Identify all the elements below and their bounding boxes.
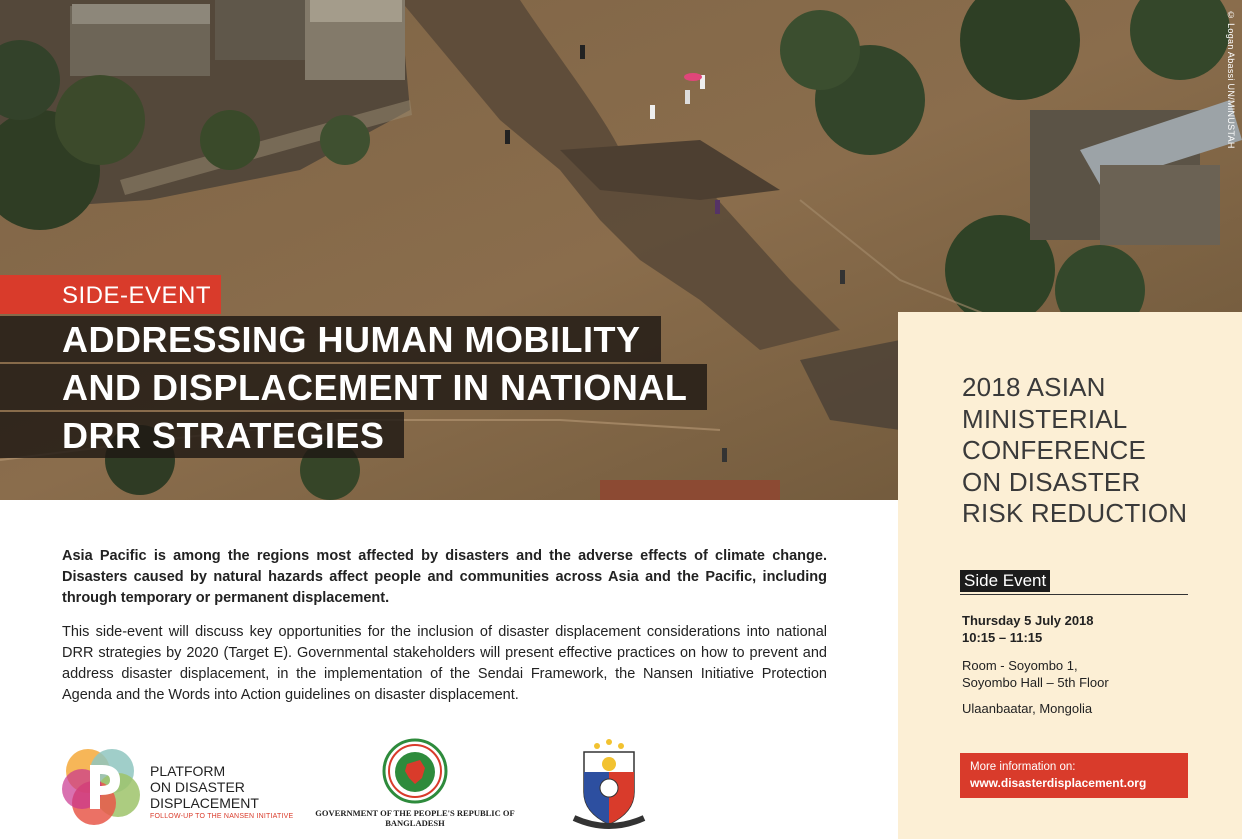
event-title-line: ADDRESSING HUMAN MOBILITY xyxy=(0,316,661,362)
conference-title-line: CONFERENCE xyxy=(962,435,1147,465)
event-room xyxy=(962,657,1109,691)
more-info-link[interactable]: www.disasterdisplacement.org xyxy=(970,776,1147,790)
philippines-seal-logo xyxy=(564,736,654,832)
bangladesh-government-logo xyxy=(310,738,520,834)
event-title xyxy=(0,316,707,460)
pdd-flower-icon xyxy=(60,745,142,827)
pdd-subtitle: FOLLOW-UP TO THE NANSEN INITIATIVE xyxy=(150,813,294,820)
side-event-label: Side Event xyxy=(960,570,1050,592)
conference-title-line: 2018 ASIAN xyxy=(962,372,1106,402)
conference-title-line: ON DISASTER xyxy=(962,466,1141,497)
conference-title xyxy=(962,372,1222,530)
conference-title-line: MINISTERIAL xyxy=(962,403,1128,434)
bangladesh-government-name xyxy=(310,808,520,828)
pdd-name-line: DISPLACEMENT xyxy=(150,795,259,811)
more-info-box[interactable] xyxy=(960,753,1188,798)
bangladesh-name-line: GOVERNMENT OF THE PEOPLE'S REPUBLIC OF xyxy=(315,808,515,818)
event-time: 10:15 – 11:15 xyxy=(962,630,1043,645)
side-event-tag: SIDE-EVENT xyxy=(0,275,221,314)
event-room-line: Soyombo Hall – 5th Floor xyxy=(962,675,1109,690)
photo-credit: © Logan Abassi UN/MINUSTAH xyxy=(1226,10,1236,149)
more-info-label: More information on: xyxy=(970,761,1076,773)
event-city: Ulaanbaatar, Mongolia xyxy=(962,701,1093,716)
pdd-name-line: ON DISASTER xyxy=(150,779,245,795)
pdd-logo xyxy=(60,745,294,827)
intro-paragraph: Asia Pacific is among the regions most affected by disasters and the adverse effects of climate change. Disasters caused by natural hazards affect people and communities across Asia and the Pacific, including through temporary or permanent displacement. xyxy=(62,548,827,606)
side-event-heading xyxy=(960,570,1188,595)
philippines-coat-of-arms-icon xyxy=(564,736,654,832)
description-paragraph: This side-event will discuss key opportunities for the inclusion of disaster displacement considerations into national DRR strategies by 2020 (Target E). Governmental stakeholders will present effective practices on how to prevent and address disaster displacement, in the implementation of the Sendai Framework, the Nansen Initiative Protection Agenda and the Words into Action guidelines on disaster displacement. xyxy=(62,624,827,703)
bangladesh-name-line: BANGLADESH xyxy=(385,818,445,828)
pdd-name-line: PLATFORM xyxy=(150,763,226,779)
event-room-line: Room - Soyombo 1, xyxy=(962,658,1078,673)
event-title-line: AND DISPLACEMENT IN NATIONAL xyxy=(0,364,707,410)
pdd-name xyxy=(150,763,259,811)
event-date: Thursday 5 July 2018 xyxy=(962,613,1094,628)
event-datetime xyxy=(962,612,1094,646)
event-info-panel xyxy=(898,312,1242,839)
event-title-line: DRR STRATEGIES xyxy=(0,412,404,458)
conference-title-line: RISK REDUCTION xyxy=(962,498,1188,528)
bangladesh-emblem-icon xyxy=(380,738,450,804)
